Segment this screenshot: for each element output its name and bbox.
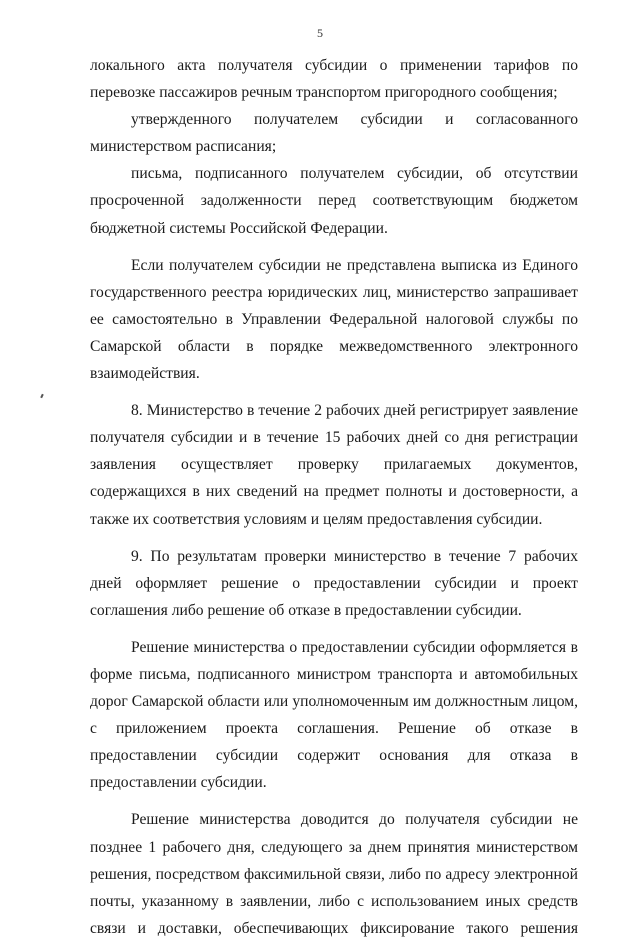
- paragraph-tariffs-act: локального акта получателя субсидии о применении тарифов по перевозке пассажиров речным транспортом пригородного сообщения;: [90, 57, 578, 102]
- paragraph-decision-delivery: Решение министерства доводится до получателя субсидии не позднее 1 рабочего дня, следующего за днем принятия министерством решения, посредством факсимильной связи, либо по адресу электронной почты, указанному в заявлении, либо с использованием иных средств связи и доставки, обеспечивающих фиксирование такого решения: [90, 811, 578, 937]
- paragraph-clause-9: 9. По результатам проверки министерство в течение 7 рабочих дней оформляет решение о предоставлении субсидии и проект соглашения либо решение об отказе в предоставлении субсидии.: [90, 547, 578, 619]
- paragraph-clause-8: 8. Министерство в течение 2 рабочих дней регистрирует заявление получателя субсидии и в течение 15 рабочих дней со дня регистрации заявления осуществляет проверку прилагаемых документов, содержащихся в них сведений на предмет полноты и достоверности, а также их соответствия условиям и целям предоставления субсидии.: [90, 402, 578, 528]
- page-number: 5: [317, 26, 323, 40]
- scan-artifact-mark: [40, 394, 44, 398]
- paragraph-decision-form: Решение министерства о предоставлении субсидии оформляется в форме письма, подписанного министром транспорта и автомобильных дорог Самарской области или уполномоченным им должностным лицом, с приложением проекта соглашения. Решение об отказе в предоставлении субсидии содержит основания для отказа в предоставлении субсидии.: [90, 638, 578, 792]
- paragraph-debt-letter: письма, подписанного получателем субсидии, об отсутствии просроченной задолженности перед соответствующим бюджетом бюджетной системы Российской Федерации.: [90, 165, 578, 237]
- document-body: [90, 52, 578, 942]
- paragraph-registry-extract: Если получателем субсидии не представлена выписка из Единого государственного реестра юридических лиц, министерство запрашивает ее самостоятельно в Управлении Федеральной налоговой службы по Самарской области в порядке межведомственного электронного взаимодействия.: [90, 256, 578, 383]
- paragraph-approved-schedule: утвержденного получателем субсидии и согласованного министерством расписания;: [90, 111, 578, 156]
